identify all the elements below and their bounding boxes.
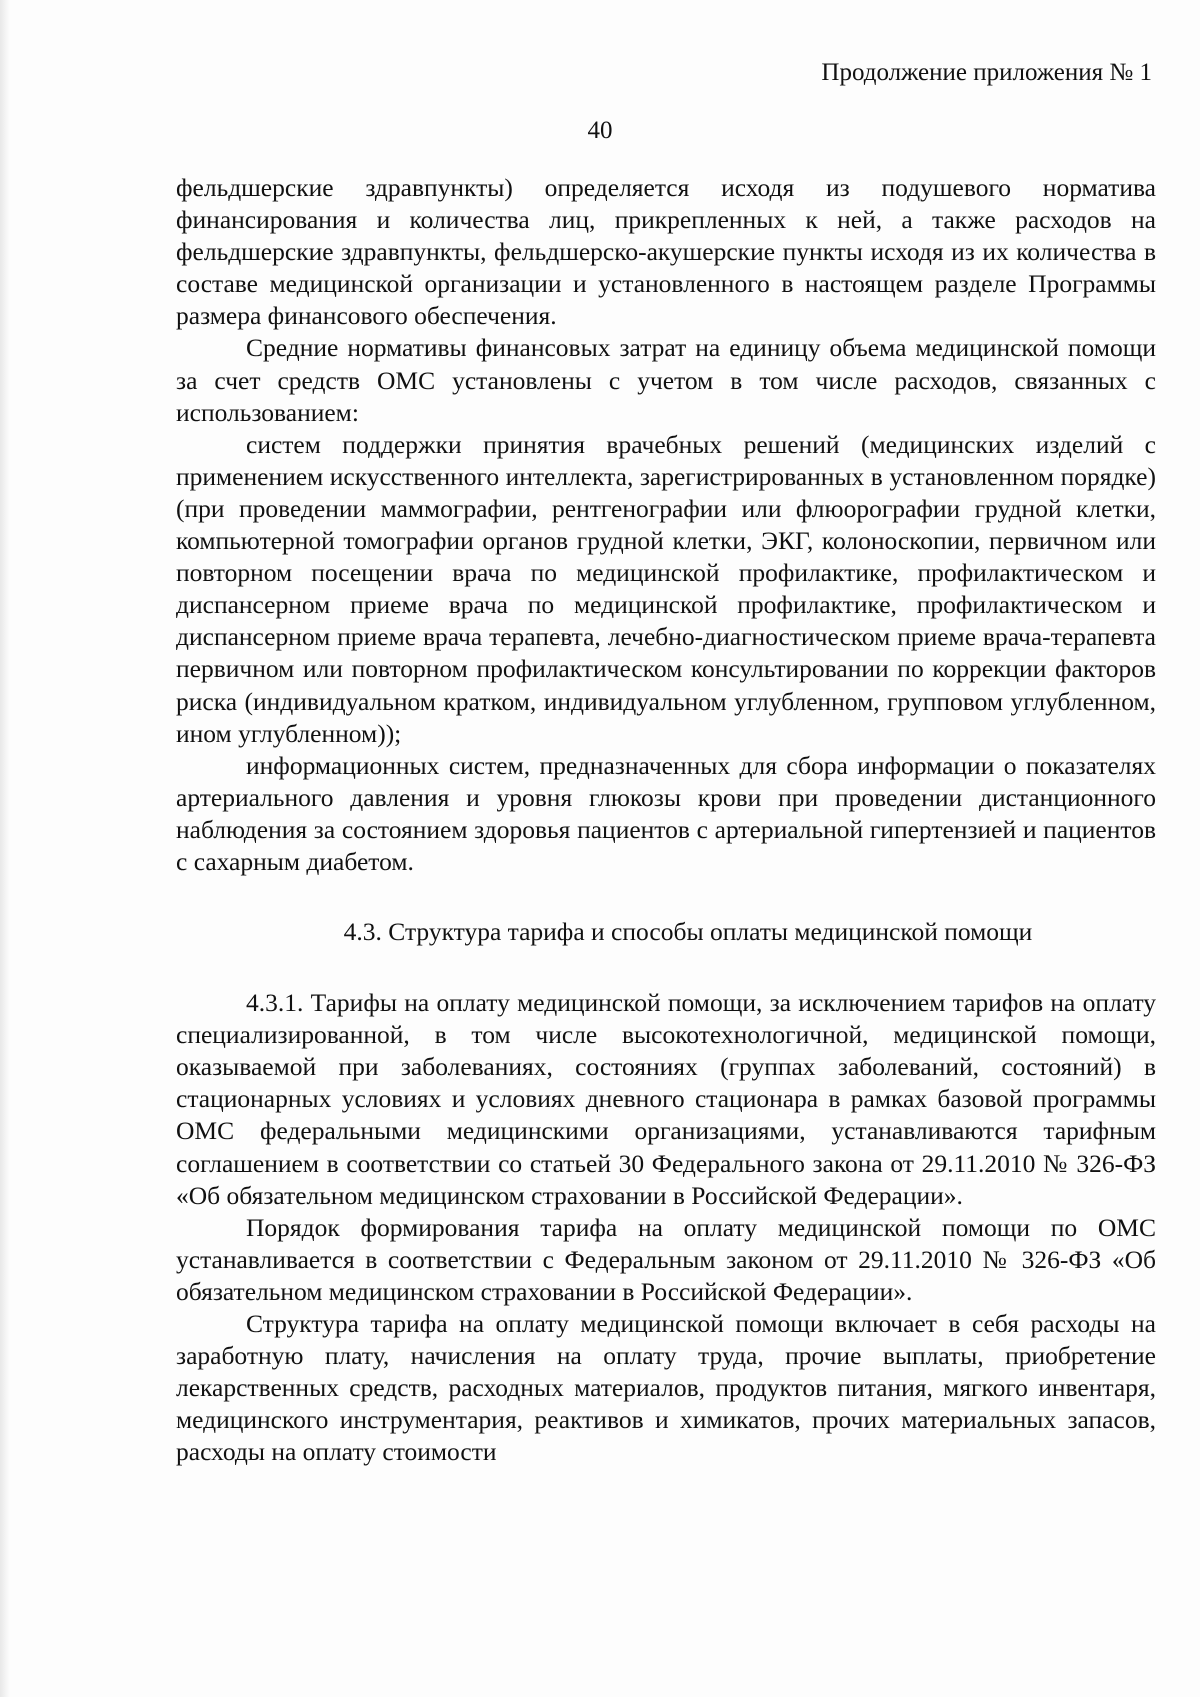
paragraph-financial-norms: Средние нормативы финансовых затрат на единицу объема медицинской помощи за счет средств ОМС установлены с учетом в том числе расходов, связанных с использованием: bbox=[176, 333, 1156, 427]
paragraph-tariffs-4-3-1: 4.3.1. Тарифы на оплату медицинской помощи, за исключением тарифов на оплату специализированной, в том числе высокотехнологичной, медицинской помощи, оказываемой при заболеваниях, состояниях (группах заболеваний, состояний) в стационарных условиях и условиях дневного стационара в рамках базовой программы ОМС федеральными медицинскими организациями, устанавливаются тарифным соглашением в соответствии со статьей 30 Федерального закона от 29.11.2010 № 326-ФЗ «Об обязательном медицинском страховании в Российской Федерации». bbox=[176, 988, 1156, 1210]
appendix-continuation-label: Продолжение приложения № 1 bbox=[821, 59, 1152, 86]
paragraph-tariff-structure: Структура тарифа на оплату медицинской помощи включает в себя расходы на заработную плату, начисления на оплату труда, прочие выплаты, приобретение лекарственных средств, расходных материалов, продуктов питания, мягкого инвентаря, медицинского инструментария, реактивов и химикатов, прочих материальных запасов, расходы на оплату стоимости bbox=[176, 1309, 1156, 1467]
section-heading-tariff-structure: 4.3. Структура тарифа и способы оплаты медицинской помощи bbox=[343, 917, 1033, 947]
paragraph-tariff-formation: Порядок формирования тарифа на оплату медицинской помощи по ОМС устанавливается в соответствии с Федеральным законом от 29.11.2010 № 326-ФЗ «Об обязательном медицинском страховании в Российской Федерации». bbox=[176, 1212, 1156, 1306]
scan-edge-shadow bbox=[0, 0, 10, 1697]
paragraph-fap-financing: фельдшерские здравпункты) определяется исходя из подушевого норматива финансирования и количества лиц, прикрепленных к ней, а также расходов на фельдшерские здравпункты, фельдшерско-акушерские пункты исходя из их количества в составе медицинской организации и установленного в настоящем разделе Программы размера финансового обеспечения. bbox=[176, 173, 1156, 331]
paragraph-information-systems: информационных систем, предназначенных для сбора информации о показателях артериального давления и уровня глюкозы крови при проведении дистанционного наблюдения за состоянием здоровья пациентов с артериальной гипертензией и пациентов с сахарным диабетом. bbox=[176, 750, 1156, 876]
page-number: 40 bbox=[587, 117, 613, 144]
document-body bbox=[176, 172, 1156, 1468]
paragraph-decision-support-systems: систем поддержки принятия врачебных решений (медицинских изделий с применением искусственного интеллекта, зарегистрированных в установленном порядке) (при проведении маммографии, рентгенографии или флюорографии грудной клетки, компьютерной томографии органов грудной клетки, ЭКГ, колоноскопии, первичном или повторном посещении врача по медицинской профилактике, профилактическом и диспансерном приеме врача по медицинской профилактике, профилактическом и диспансерном приеме врача терапевта, лечебно-диагностическом приеме врача-терапевта первичном или повторном профилактическом консультировании по коррекции факторов риска (индивидуальном кратком, индивидуальном углубленном, групповом углубленном, ином углубленном)); bbox=[176, 429, 1156, 748]
